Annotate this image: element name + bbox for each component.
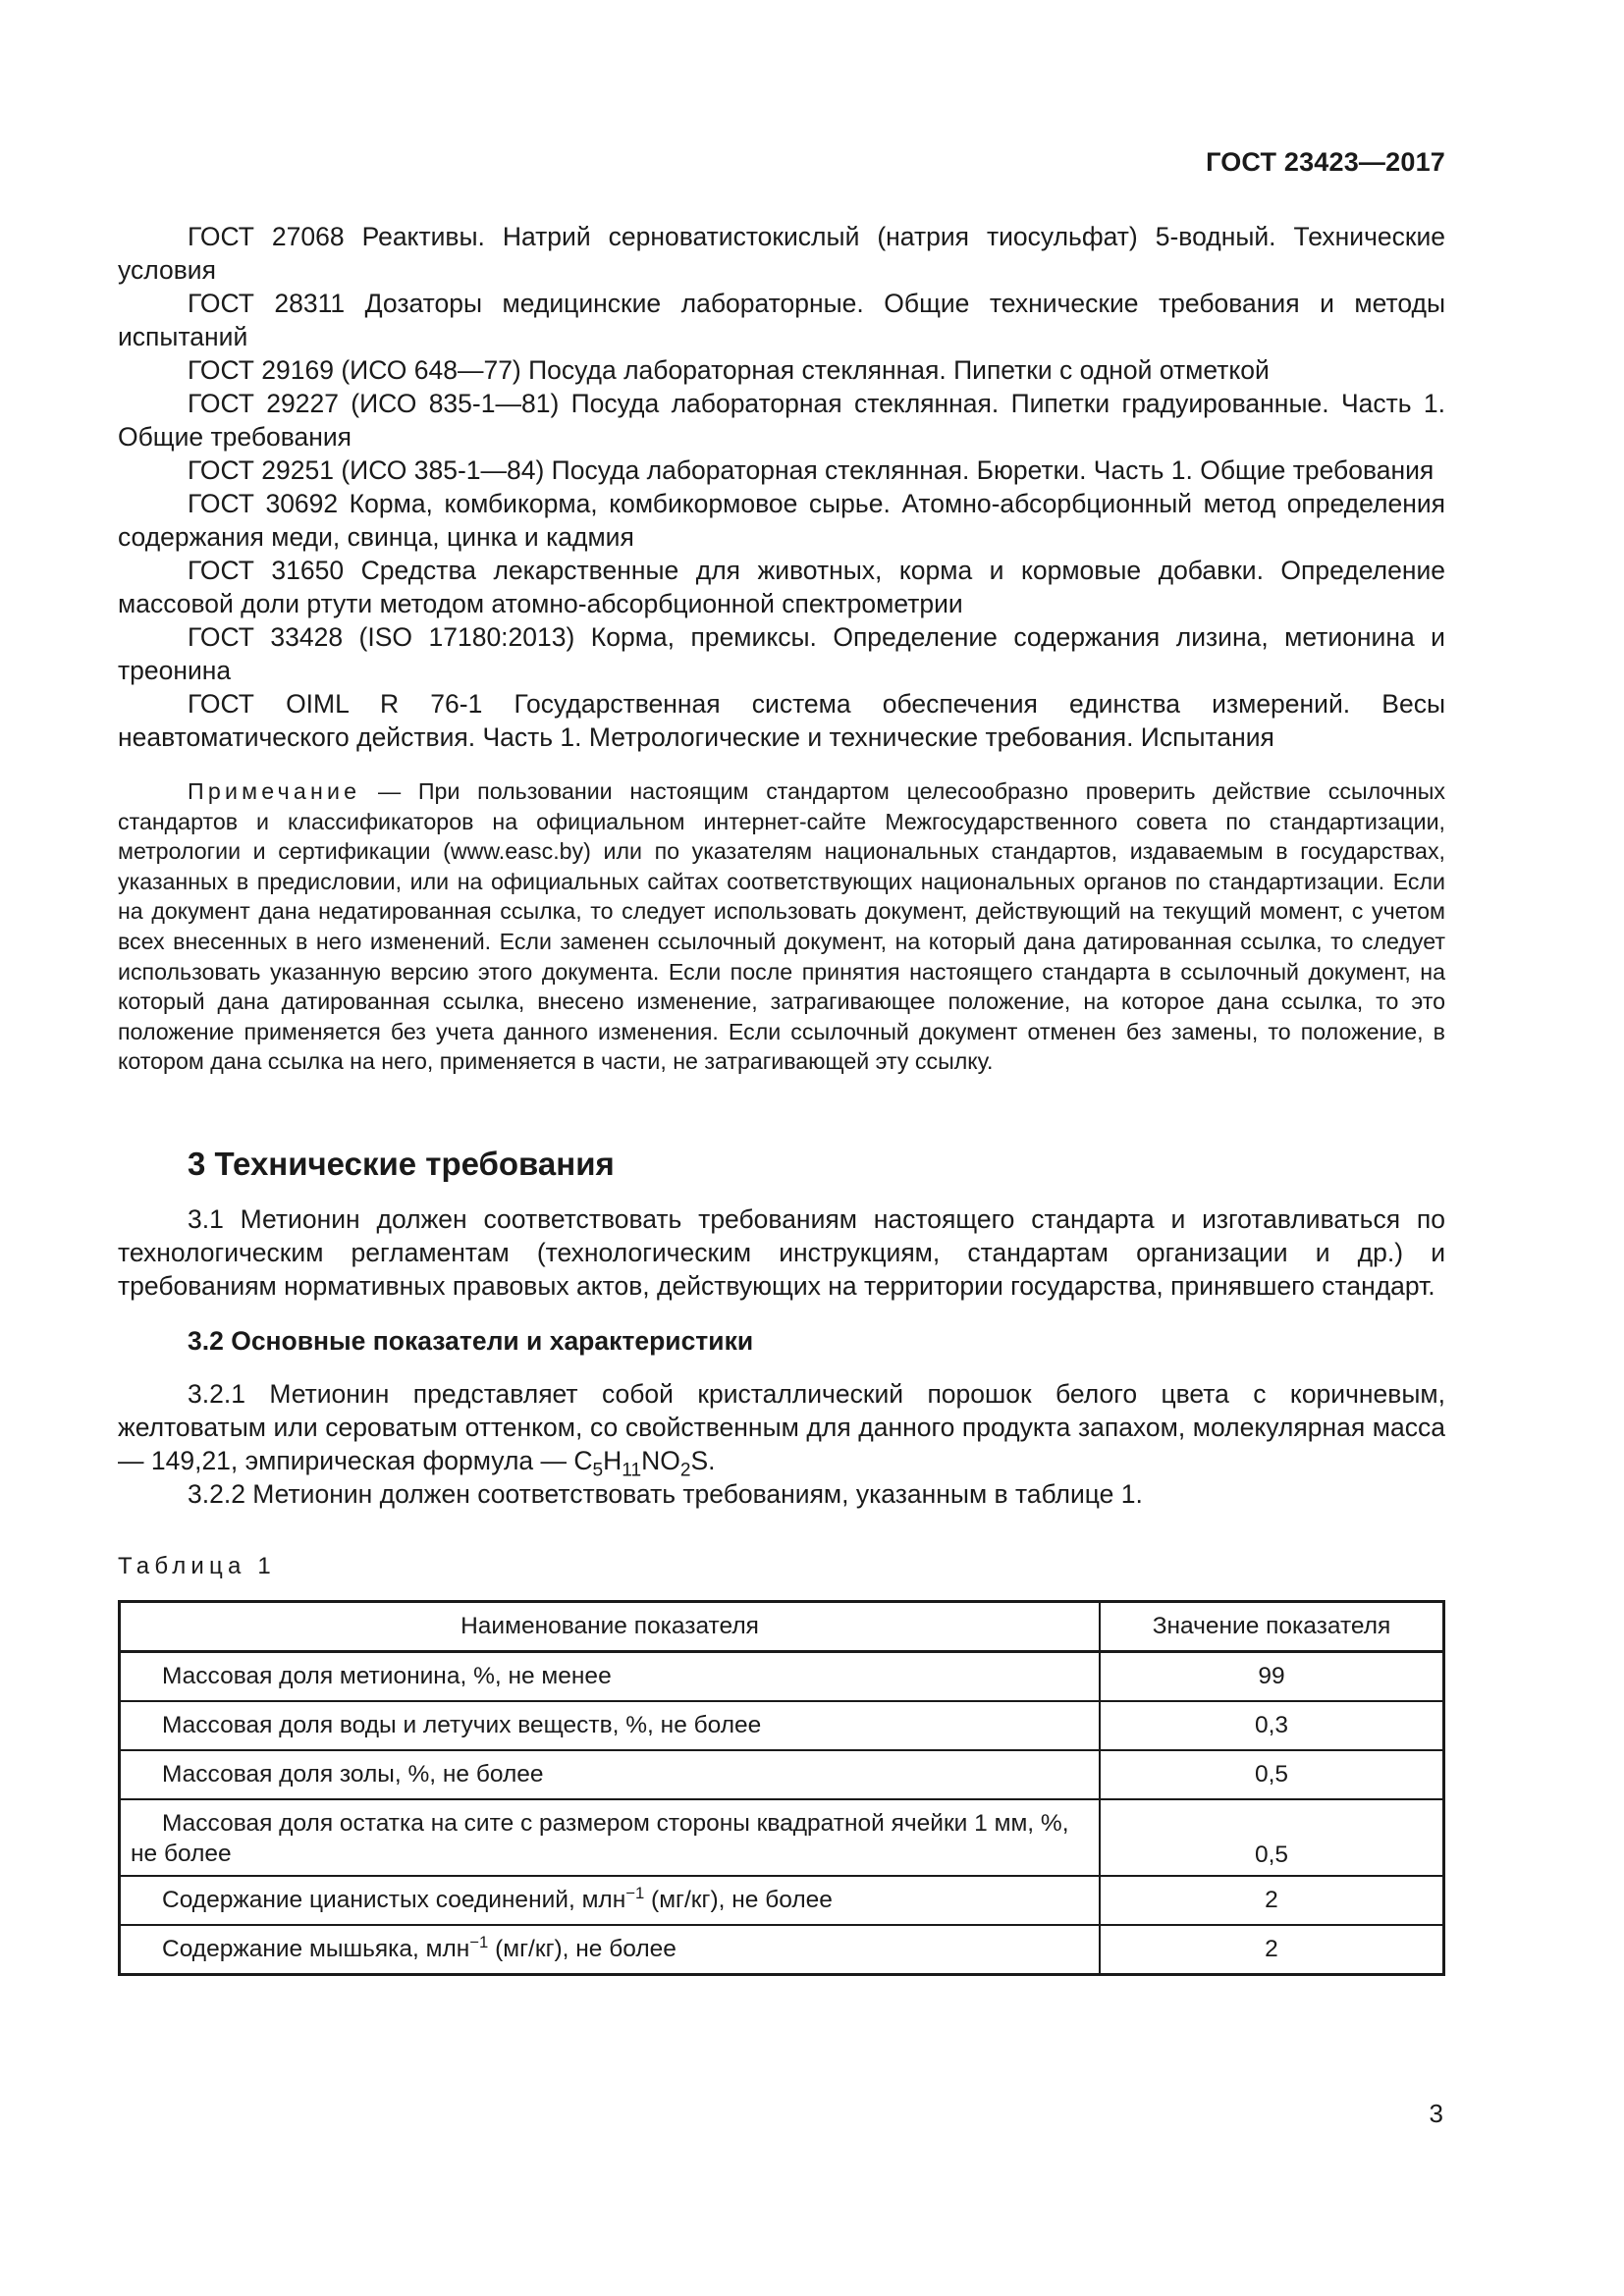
indicator-name: Содержание мышьяка, млн$^{-1}$ (мг/кг), не более <box>120 1925 1101 1975</box>
indicator-name: Массовая доля золы, %, не более <box>120 1750 1101 1799</box>
column-header-value: Значение показателя <box>1100 1601 1444 1651</box>
page-number: 3 <box>1429 2099 1443 2128</box>
reference-item: ГОСТ 27068 Реактивы. Натрий серноватистокислый (натрия тиосульфат) 5-водный. Технические условия <box>118 222 1445 285</box>
reference-item: ГОСТ OIML R 76-1 Государственная система обеспечения единства измерений. Весы неавтоматического действия. Часть 1. Метрологические и технические требования. Испытания <box>118 689 1445 752</box>
paragraph-3-1: 3.1 Метионин должен соответствовать требованиям настоящего стандарта и изготавливаться по технологическим регламентам (технологическим инструкциям, стандартам организации и др.) и требованиям нормативных правовых актов, действующих на территории государства, принявшего стандарт. <box>118 1203 1445 1301</box>
reference-item: ГОСТ 29251 (ИСО 385-1—84) Посуда лабораторная стеклянная. Бюретки. Часть 1. Общие требования <box>188 455 1435 485</box>
table-caption: Таблица 1 <box>118 1552 276 1579</box>
table-row <box>120 1799 1444 1876</box>
indicator-value: 2 <box>1100 1876 1444 1925</box>
table-row <box>120 1925 1444 1975</box>
indicator-name: Массовая доля остатка на сите с размером стороны квадратной ячейки 1 мм, %, не более <box>120 1799 1101 1876</box>
document-id: ГОСТ 23423—2017 <box>1206 147 1445 177</box>
paragraph-3-2-1 <box>118 1377 1445 1481</box>
note-label: Примечание <box>188 778 361 804</box>
indicator-value: 99 <box>1100 1651 1444 1701</box>
section-title: 3 Технические требования <box>188 1145 615 1182</box>
table-row <box>120 1651 1444 1701</box>
chemical-formula: $C_5H_{11}NO_2S$. <box>573 1445 716 1481</box>
indicator-value: 0,3 <box>1100 1701 1444 1750</box>
paragraph-3-2-2: 3.2.2 Метионин должен соответствовать требованиям, указанным в таблице 1. <box>188 1478 1143 1509</box>
requirements-table <box>118 1600 1445 1976</box>
indicator-name: Массовая доля метионина, %, не менее <box>120 1651 1101 1701</box>
reference-item: ГОСТ 33428 (ISO 17180:2013) Корма, премиксы. Определение содержания лизина, метионина и треонина <box>118 622 1445 685</box>
table-row <box>120 1876 1444 1925</box>
reference-item: ГОСТ 29227 (ИСО 835-1—81) Посуда лабораторная стеклянная. Пипетки градуированные. Часть 1. Общие требования <box>118 389 1445 452</box>
column-header-name: Наименование показателя <box>120 1601 1101 1651</box>
table-row <box>120 1750 1444 1799</box>
indicator-name: Массовая доля воды и летучих веществ, %, не более <box>120 1701 1101 1750</box>
reference-item: ГОСТ 30692 Корма, комбикорма, комбикормовое сырье. Атомно-абсорбционный метод определения содержания меди, свинца, цинка и кадмия <box>118 489 1445 552</box>
subsection-title: 3.2 Основные показатели и характеристики <box>188 1325 754 1356</box>
indicator-value: 2 <box>1100 1925 1444 1975</box>
note <box>118 776 1445 1077</box>
page-content <box>118 220 1445 1976</box>
table-header-row <box>120 1601 1444 1651</box>
indicator-name: Содержание цианистых соединений, млн$^{-1}$ (мг/кг), не более <box>120 1876 1101 1925</box>
indicator-value: 0,5 <box>1100 1750 1444 1799</box>
note-text: — При пользовании настоящим стандартом целесообразно проверить действие ссылочных стандартов и классификаторов на официальном интернет-сайте Межгосударственного совета по стандартизации, метрологии и сертификации (www.easc.by) или по указателям национальных стандартов, издаваемым в государствах, указанных в предисловии, или на официальных сайтах соответствующих национальных органов по стандартизации. Если на документ дана недатированная ссылка, то следует использовать документ, действующий на текущий момент, с учетом всех внесенных в него изменений. Если заменен ссылочный документ, на который дана датированная ссылка, то следует использовать указанную версию этого документа. Если после принятия настоящего стандарта в ссылочный документ, на который дана датированная ссылка, внесено изменение, затрагивающее положение, на которое дана ссылка, то это положение применяется без учета данного изменения. Если ссылочный документ отменен без замены, то положение, в котором дана ссылка на него, применяется в части, не затрагивающей эту ссылку. <box>118 778 1445 1075</box>
reference-item: ГОСТ 28311 Дозаторы медицинские лабораторные. Общие технические требования и методы испытаний <box>118 289 1445 351</box>
indicator-value: 0,5 <box>1100 1799 1444 1876</box>
table-row <box>120 1701 1444 1750</box>
references-list <box>118 220 1445 754</box>
paragraph-text: 3.2.1 Метионин представляет собой кристаллический порошок белого цвета с коричневым, желтоватым или сероватым оттенком, со свойственным для данного продукта запахом, молекулярная масса — 149,21, эмпирическая формула — <box>118 1378 1445 1475</box>
reference-item: ГОСТ 31650 Средства лекарственные для животных, корма и кормовые добавки. Определение массовой доли ртути методом атомно-абсорбционной спектрометрии <box>118 556 1445 618</box>
reference-item: ГОСТ 29169 (ИСО 648—77) Посуда лабораторная стеклянная. Пипетки с одной отметкой <box>188 355 1270 385</box>
